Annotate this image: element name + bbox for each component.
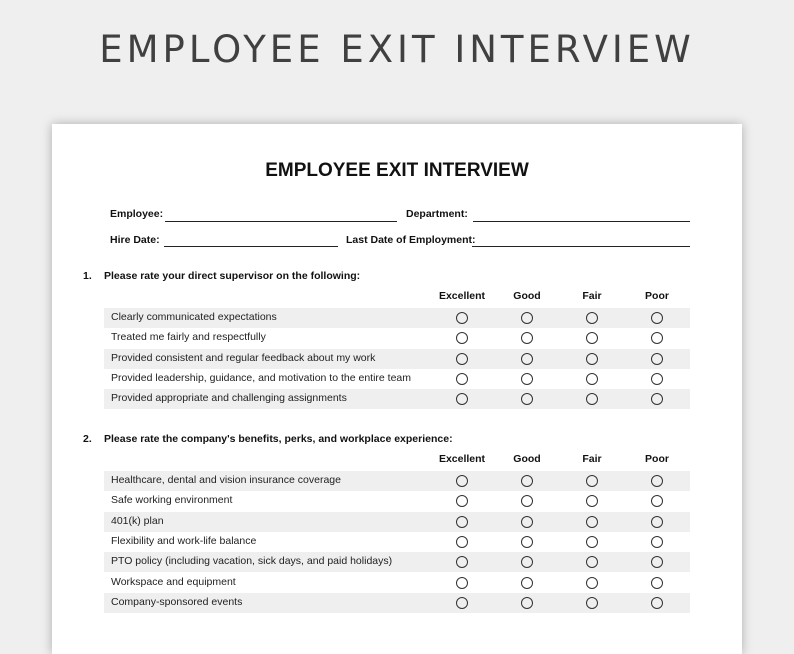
table-row (104, 471, 690, 491)
rating-radio-excellent[interactable] (456, 373, 468, 385)
question-text: Please rate the company's benefits, perks, and workplace experience: (104, 433, 453, 445)
rating-radio-poor[interactable] (651, 495, 663, 507)
question-text: Please rate your direct supervisor on the following: (104, 270, 361, 282)
rating-radio-poor[interactable] (651, 393, 663, 405)
table-row (104, 552, 690, 572)
question-number: 1. (83, 270, 92, 282)
rating-radio-poor[interactable] (651, 312, 663, 324)
rating-radio-good[interactable] (521, 332, 533, 344)
rating-column-header: Excellent (438, 290, 486, 302)
rating-radio-fair[interactable] (586, 536, 598, 548)
rating-radio-excellent[interactable] (456, 475, 468, 487)
rating-radio-good[interactable] (521, 597, 533, 609)
rating-radio-good[interactable] (521, 373, 533, 385)
rating-radio-good[interactable] (521, 475, 533, 487)
department-label: Department: (406, 208, 468, 220)
table-row (104, 308, 690, 328)
rating-radio-excellent[interactable] (456, 577, 468, 589)
row-label: Provided leadership, guidance, and motivation to the entire team (111, 371, 412, 384)
hire-date-field[interactable] (164, 246, 338, 247)
hire-date-label: Hire Date: (110, 234, 160, 246)
employee-field[interactable] (165, 221, 397, 222)
rating-radio-fair[interactable] (586, 495, 598, 507)
table-row (104, 593, 690, 613)
rating-radio-fair[interactable] (586, 577, 598, 589)
row-label: Company-sponsored events (111, 595, 243, 608)
rating-radio-good[interactable] (521, 536, 533, 548)
rating-radio-fair[interactable] (586, 475, 598, 487)
table-row (104, 491, 690, 511)
rating-radio-poor[interactable] (651, 577, 663, 589)
rating-radio-good[interactable] (521, 353, 533, 365)
rating-radio-poor[interactable] (651, 536, 663, 548)
rating-radio-excellent[interactable] (456, 332, 468, 344)
rating-radio-excellent[interactable] (456, 536, 468, 548)
rating-radio-excellent[interactable] (456, 312, 468, 324)
rating-radio-excellent[interactable] (456, 353, 468, 365)
rating-column-header: Good (513, 290, 541, 302)
rating-radio-poor[interactable] (651, 597, 663, 609)
row-label: Safe working environment (111, 494, 233, 507)
rating-radio-fair[interactable] (586, 373, 598, 385)
table-row (104, 369, 690, 389)
rating-radio-poor[interactable] (651, 373, 663, 385)
rating-radio-excellent[interactable] (456, 556, 468, 568)
rating-radio-good[interactable] (521, 495, 533, 507)
department-field[interactable] (473, 221, 690, 222)
rating-radio-good[interactable] (521, 577, 533, 589)
rating-radio-poor[interactable] (651, 332, 663, 344)
row-label: PTO policy (including vacation, sick days, and paid holidays) (111, 555, 393, 568)
rating-radio-fair[interactable] (586, 332, 598, 344)
rating-radio-good[interactable] (521, 312, 533, 324)
rating-column-header: Fair (582, 453, 602, 465)
rating-radio-fair[interactable] (586, 556, 598, 568)
rating-radio-fair[interactable] (586, 516, 598, 528)
row-label: Provided appropriate and challenging assignments (111, 392, 347, 405)
rating-radio-excellent[interactable] (456, 597, 468, 609)
table-row (104, 532, 690, 552)
rating-radio-good[interactable] (521, 516, 533, 528)
row-label: Treated me fairly and respectfully (111, 331, 266, 344)
banner-title: EMPLOYEE EXIT INTERVIEW (99, 28, 695, 71)
row-label: 401(k) plan (111, 514, 164, 527)
table-row (104, 328, 690, 348)
table-row (104, 349, 690, 369)
rating-radio-poor[interactable] (651, 353, 663, 365)
row-label: Provided consistent and regular feedback about my work (111, 351, 376, 364)
rating-radio-fair[interactable] (586, 597, 598, 609)
rating-radio-excellent[interactable] (456, 495, 468, 507)
rating-radio-excellent[interactable] (456, 516, 468, 528)
rating-column-header: Poor (645, 290, 669, 302)
row-label: Flexibility and work-life balance (111, 534, 257, 547)
rating-column-header: Poor (645, 453, 669, 465)
rating-radio-good[interactable] (521, 393, 533, 405)
employee-label: Employee: (110, 208, 164, 220)
rating-radio-excellent[interactable] (456, 393, 468, 405)
rating-radio-poor[interactable] (651, 475, 663, 487)
rating-column-header: Excellent (438, 453, 486, 465)
rating-column-header: Fair (582, 290, 602, 302)
last-date-field[interactable] (472, 246, 690, 247)
last-date-label: Last Date of Employment: (346, 234, 476, 246)
rating-radio-poor[interactable] (651, 556, 663, 568)
rating-radio-fair[interactable] (586, 353, 598, 365)
form-sheet (52, 124, 742, 654)
rating-column-header: Good (513, 453, 541, 465)
rating-radio-fair[interactable] (586, 312, 598, 324)
row-label: Clearly communicated expectations (111, 311, 277, 323)
row-label: Workspace and equipment (111, 575, 236, 588)
rating-radio-good[interactable] (521, 556, 533, 568)
document-title: EMPLOYEE EXIT INTERVIEW (265, 160, 529, 181)
rating-radio-fair[interactable] (586, 393, 598, 405)
question-number: 2. (83, 433, 92, 445)
table-row (104, 512, 690, 532)
table-row (104, 389, 690, 409)
table-row (104, 573, 690, 593)
rating-radio-poor[interactable] (651, 516, 663, 528)
row-label: Healthcare, dental and vision insurance coverage (111, 474, 341, 486)
